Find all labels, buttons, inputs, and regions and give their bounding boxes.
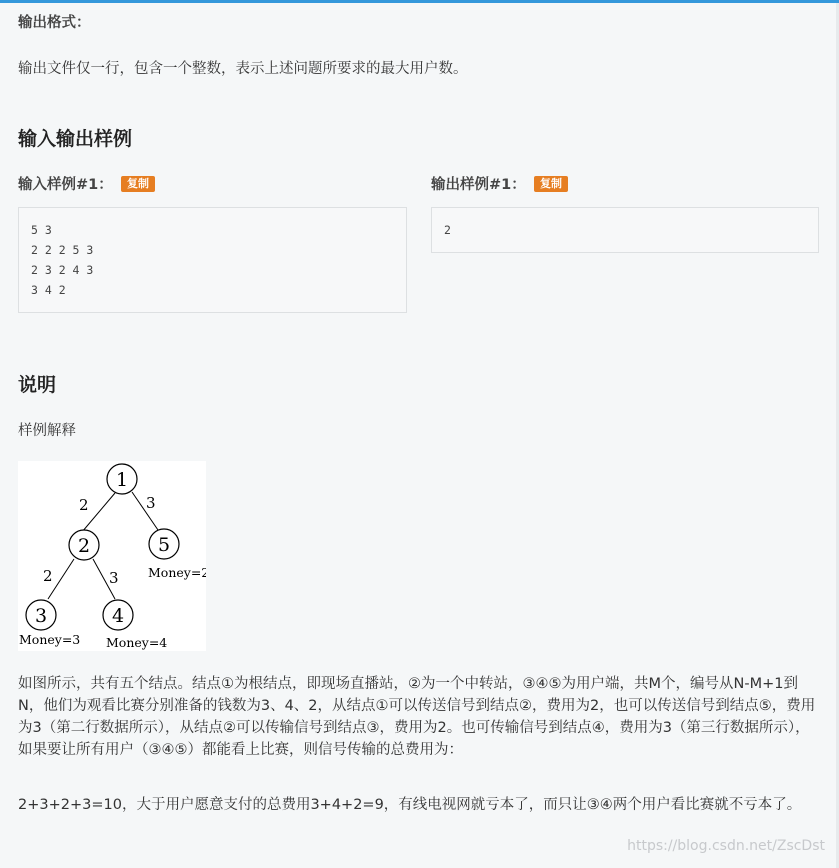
explanation-paragraph-1: 如图所示，共有五个结点。结点①为根结点，即现场直播站，②为一个中转站，③④⑤为用户端，共M个，编号从N-M+1到N，他们为观看比赛分别准备的钱数为3、4、2，从结点①可以传送信号到结点②，费用为2，也可以传送信号到结点⑤，费用为3（第二行数据所示），从结点②可以传输信号到结点③，费用为2。也可传输信号到结点④，费用为3（第三行数据所示），如果要让所有用户（③④⑤）都能看上比赛，则信号传输的总费用为： [18, 676, 816, 758]
node-label: 4 [111, 605, 125, 627]
tree-node-3 [26, 600, 56, 630]
input-line: 5 3 [31, 223, 52, 237]
output-sample-label: 输出样例#1： [431, 177, 526, 193]
node-label: 2 [77, 535, 91, 557]
copy-output-button[interactable]: 复制 [534, 176, 568, 192]
input-sample-label: 输入样例#1： [18, 177, 113, 193]
tree-figure [18, 461, 206, 651]
input-line: 2 2 2 5 3 [31, 243, 94, 257]
money-label-node-5: Money=2 [148, 565, 206, 580]
edge-label-2-4: 3 [109, 569, 119, 587]
watermark: https://blog.csdn.net/ZscDst [627, 838, 825, 854]
money-label-node-4: Money=4 [106, 635, 168, 650]
explanation-subtitle: 样例解释 [18, 423, 76, 439]
edge-label-1-5: 3 [146, 494, 156, 512]
edge-label-2-3: 2 [43, 567, 53, 585]
explanation-title: 说明 [18, 374, 57, 396]
top-accent-bar [0, 0, 839, 3]
tree-node-5 [149, 529, 179, 559]
input-sample-box[interactable] [18, 207, 407, 313]
copy-input-button[interactable]: 复制 [121, 176, 155, 192]
output-format-text: 输出文件仅一行，包含一个整数，表示上述问题所要求的最大用户数。 [18, 61, 468, 77]
tree-node-1 [107, 464, 137, 494]
tree-node-2 [69, 530, 99, 560]
output-format-heading: 输出格式： [18, 15, 91, 31]
money-label-node-3: Money=3 [19, 632, 81, 647]
input-line: 2 3 2 4 3 [31, 263, 94, 277]
tree-node-4 [103, 600, 133, 630]
input-line: 3 4 2 [31, 283, 66, 297]
explanation-paragraph-2: 2+3+2+3=10，大于用户愿意支付的总费用3+4+2=9，有线电视网就亏本了，而只让③④两个用户看比赛就不亏本了。 [18, 797, 802, 813]
samples-title: 输入输出样例 [18, 128, 133, 150]
node-label: 3 [34, 605, 48, 627]
tree-diagram [18, 461, 206, 651]
edge-label-1-2: 2 [79, 496, 89, 514]
node-label: 1 [115, 469, 129, 491]
node-label: 5 [157, 534, 171, 556]
output-line: 2 [444, 223, 451, 237]
output-sample-box[interactable] [431, 207, 819, 253]
